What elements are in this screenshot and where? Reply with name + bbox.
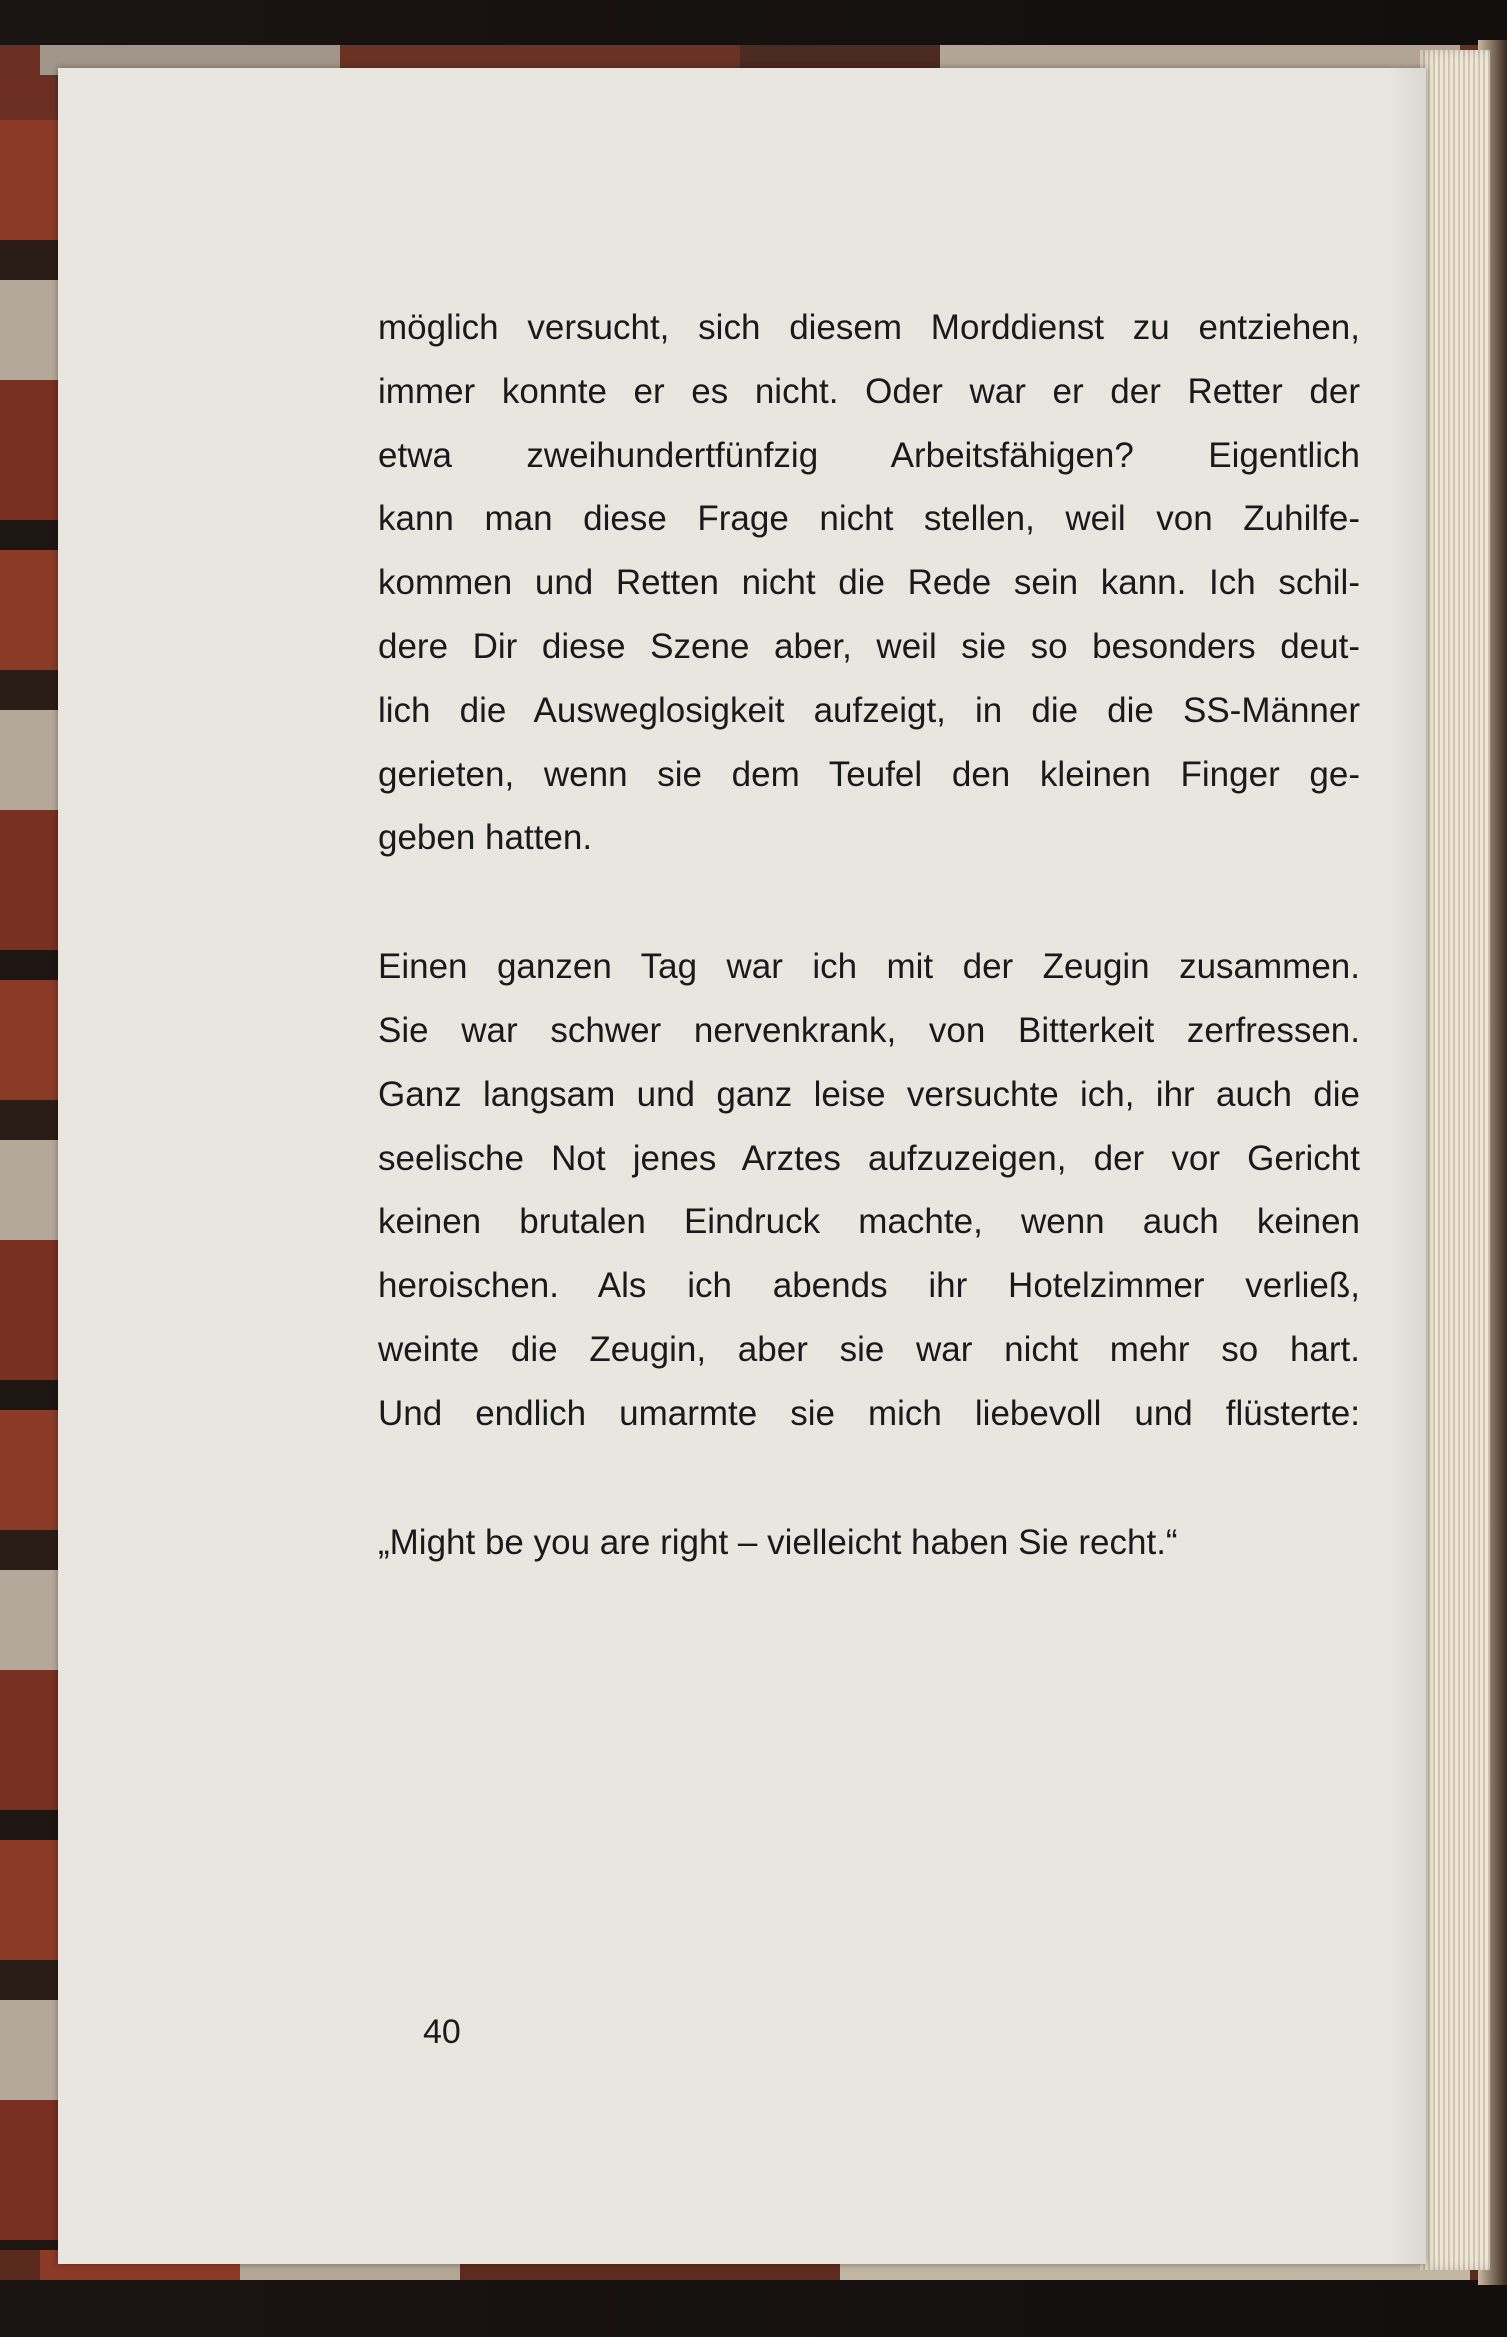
text-line: Einen ganzen Tag war ich mit der Zeugin zusammen. xyxy=(378,947,1360,987)
book-page xyxy=(58,68,1426,2264)
text-line: Ganz langsam und ganz leise versuchte ich, ihr auch die xyxy=(378,1074,1360,1114)
text-line: seelische Not jenes Arztes aufzuzeigen, der vor Gericht xyxy=(378,1138,1360,1178)
body-text xyxy=(378,296,1360,1574)
cover-edge-left xyxy=(0,120,60,2250)
page-stack xyxy=(1420,50,1490,2270)
text-line: keinen brutalen Eindruck machte, wenn auch keinen xyxy=(378,1202,1360,1242)
text-line: möglich versucht, sich diesem Morddienst zu entziehen, xyxy=(378,308,1360,347)
text-line: etwa zweihundertfünfzig Arbeitsfähigen? Eigentlich xyxy=(378,435,1360,475)
text-line: Sie war schwer nervenkrank, von Bitterkeit zerfressen. xyxy=(378,1010,1360,1050)
quote-line: „Might be you are right – vielleicht haben Sie recht.“ xyxy=(378,1522,1178,1562)
text-line: kommen und Retten nicht die Rede sein kann. Ich schil- xyxy=(378,563,1360,603)
page-number: 40 xyxy=(423,2013,461,2051)
text-line: kann man diese Frage nicht stellen, weil von Zuhilfe- xyxy=(378,499,1360,539)
text-line: weinte die Zeugin, aber sie war nicht mehr so hart. xyxy=(378,1329,1360,1369)
text-line: geben hatten. xyxy=(378,818,593,858)
text-line: Und endlich umarmte sie mich liebevoll und flüsterte: xyxy=(378,1393,1360,1433)
text-line: dere Dir diese Szene aber, weil sie so besonders deut- xyxy=(378,626,1360,666)
text-line: immer konnte er es nicht. Oder war er der Retter der xyxy=(378,371,1360,411)
paragraph-gap xyxy=(378,1446,1360,1511)
page-gutter-shade xyxy=(1386,68,1426,2264)
text-line: gerieten, wenn sie dem Teufel den kleinen Finger ge- xyxy=(378,754,1360,794)
paragraph-gap xyxy=(378,870,1360,935)
text-line: heroischen. Als ich abends ihr Hotelzimmer verließ, xyxy=(378,1266,1360,1306)
text-line: lich die Ausweglosigkeit aufzeigt, in die die SS-Männer xyxy=(378,690,1360,730)
